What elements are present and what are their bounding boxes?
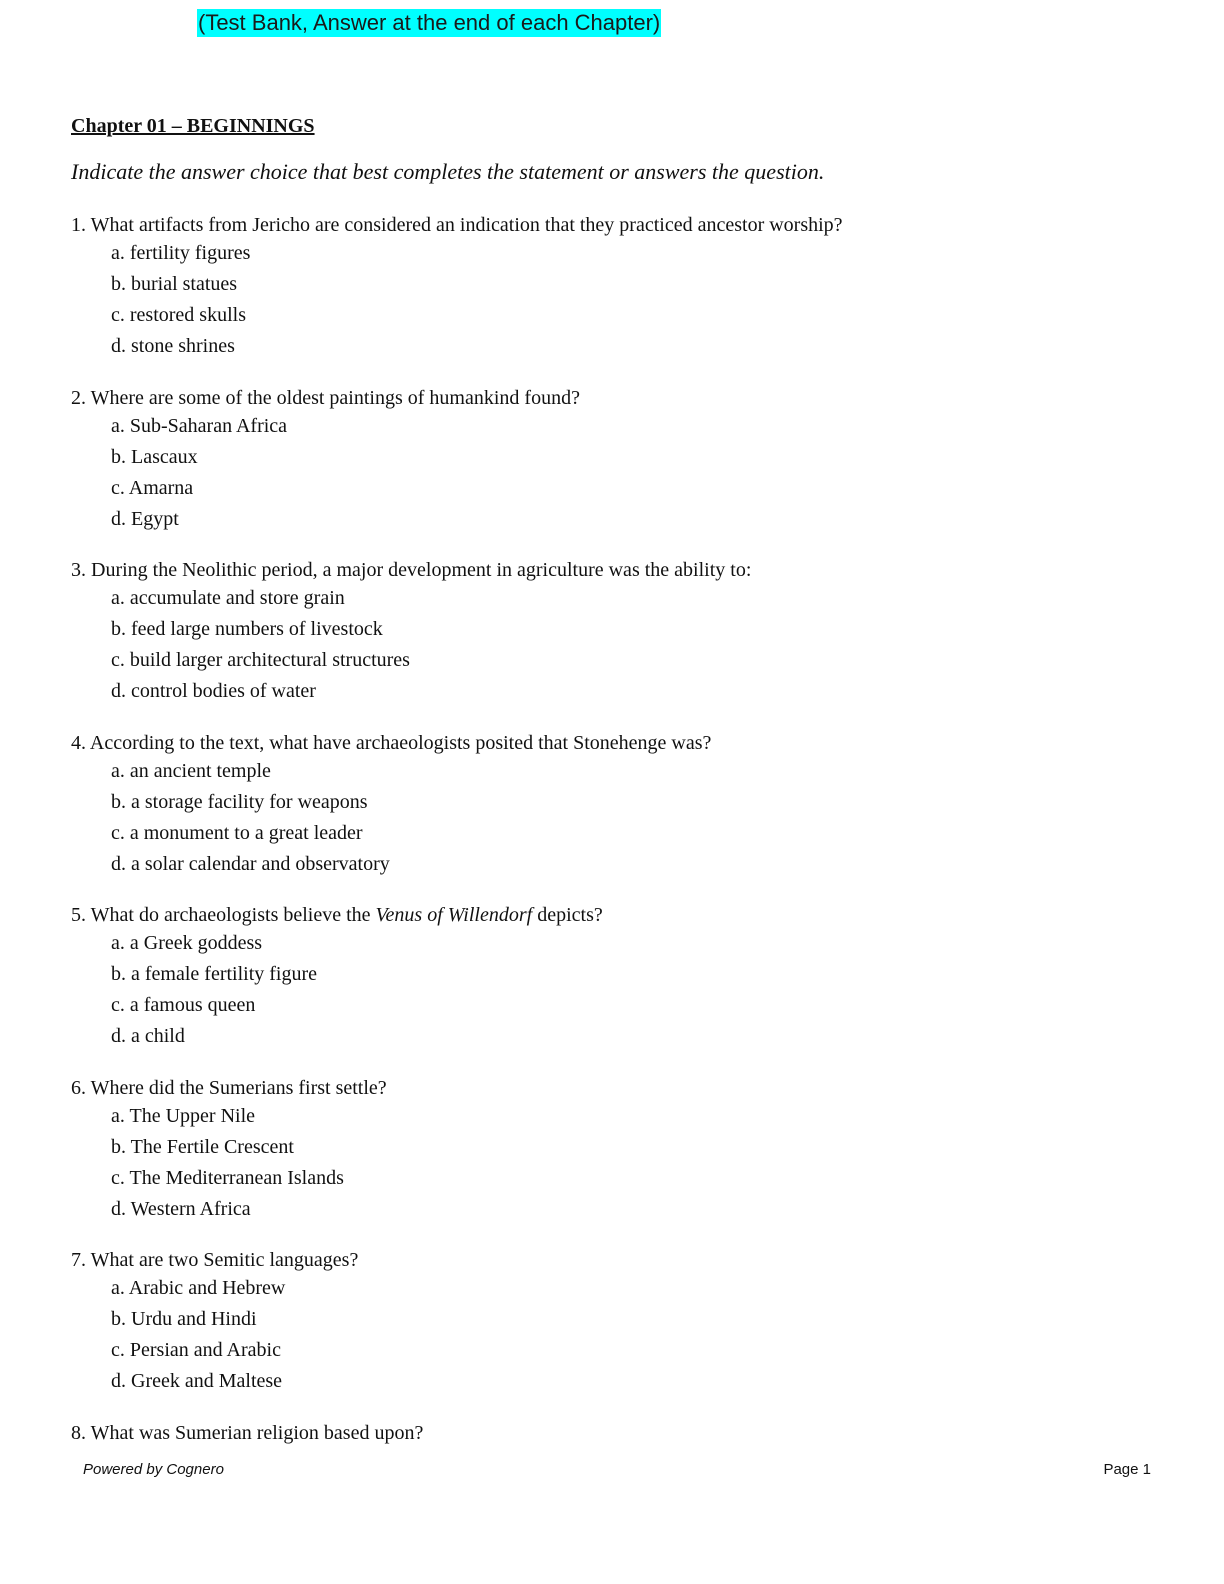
question-text: 7. What are two Semitic languages?	[71, 1249, 359, 1271]
question-text: 6. Where did the Sumerians first settle?	[71, 1076, 387, 1099]
question-8	[71, 1420, 1151, 1446]
answer-choice-b: b. feed large numbers of livestock	[111, 618, 383, 640]
answer-choice-b: b. a storage facility for weapons	[111, 790, 368, 813]
answer-choice-d: d. control bodies of water	[111, 680, 316, 702]
answer-choice-c: c. build larger architectural structures	[111, 649, 410, 671]
answer-choice-a: a. an ancient temple	[111, 759, 271, 782]
answer-choice-c: c. a monument to a great leader	[111, 821, 363, 844]
answer-choice-d: d. Egypt	[111, 507, 179, 530]
question-text-end: depicts?	[532, 904, 603, 926]
chapter-title: Chapter 01 – BEGINNINGS	[71, 115, 315, 137]
question-3	[71, 557, 1151, 707]
answer-choice-b: b. a female fertility figure	[111, 963, 318, 985]
answer-choice-b: b. Urdu and Hindi	[111, 1308, 257, 1330]
answer-choice-b: b. Lascaux	[111, 445, 198, 468]
answer-choice-a: a. Arabic and Hebrew	[111, 1277, 286, 1299]
answer-choice-c: c. restored skulls	[111, 304, 246, 326]
question-text: 3. During the Neolithic period, a major development in agriculture was the ability to:	[71, 559, 752, 581]
answer-choice-c: c. Amarna	[111, 476, 194, 499]
answer-choice-a: a. a Greek goddess	[111, 932, 263, 954]
answer-choice-d: d. stone shrines	[111, 335, 235, 357]
answer-choice-b: b. burial statues	[111, 273, 238, 295]
question-7	[71, 1247, 1151, 1397]
answer-choice-c: c. a famous queen	[111, 994, 256, 1016]
question-4	[71, 730, 1151, 880]
answer-choice-b: b. The Fertile Crescent	[111, 1135, 294, 1158]
question-text: 4. According to the text, what have archaeologists posited that Stonehenge was?	[71, 731, 712, 754]
answer-choice-a: a. accumulate and store grain	[111, 587, 345, 609]
test-bank-banner: (Test Bank, Answer at the end of each Chapter)	[198, 10, 661, 35]
answer-choice-d: d. Greek and Maltese	[111, 1370, 283, 1392]
answer-choice-d: d. a solar calendar and observatory	[111, 852, 390, 875]
answer-choice-a: a. fertility figures	[111, 242, 251, 264]
answer-choice-d: d. a child	[111, 1025, 185, 1047]
powered-by-footer: Powered by Cognero	[83, 1461, 224, 1478]
question-text	[71, 902, 1151, 928]
question-text-start: 5. What do archaeologists believe the	[71, 904, 376, 926]
answer-choice-d: d. Western Africa	[111, 1197, 251, 1220]
question-text: 2. Where are some of the oldest paintings of humankind found?	[71, 386, 580, 409]
question-list	[71, 212, 1151, 1468]
question-text: 8. What was Sumerian religion based upon?	[71, 1421, 424, 1444]
question-6	[71, 1075, 1151, 1225]
page-number: Page 1	[1103, 1461, 1151, 1478]
question-1	[71, 212, 1151, 362]
answer-choice-c: c. The Mediterranean Islands	[111, 1166, 344, 1189]
answer-choice-c: c. Persian and Arabic	[111, 1339, 281, 1361]
answer-choice-a: a. Sub-Saharan Africa	[111, 414, 288, 437]
question-text: 1. What artifacts from Jericho are considered an indication that they practiced ancestor worship?	[71, 214, 843, 236]
answer-choice-a: a. The Upper Nile	[111, 1104, 256, 1127]
question-2	[71, 385, 1151, 535]
instructions: Indicate the answer choice that best completes the statement or answers the question.	[71, 159, 825, 184]
artwork-title: Venus of Willendorf	[375, 904, 533, 926]
question-5	[71, 902, 1151, 1052]
